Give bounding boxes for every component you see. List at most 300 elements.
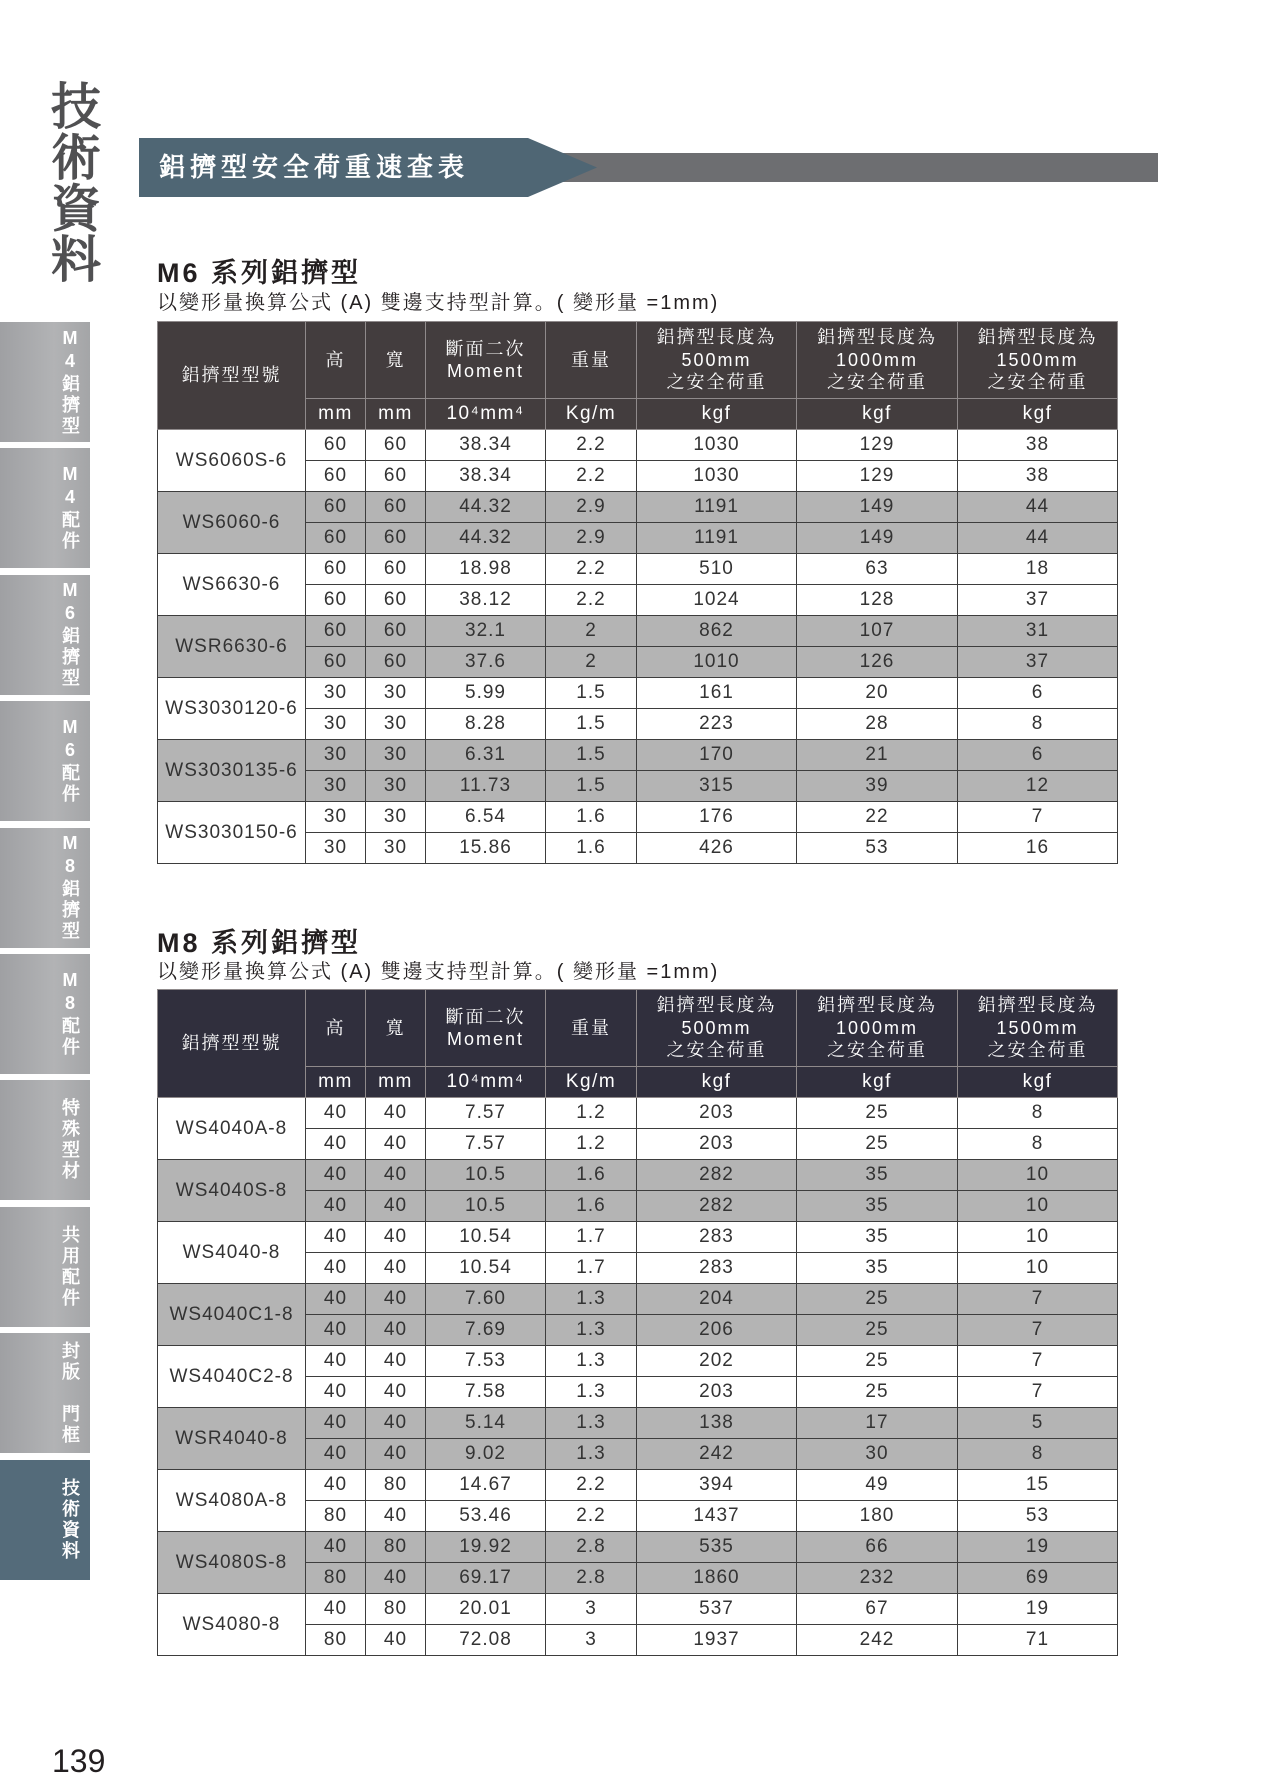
load-500-cell: 176	[637, 802, 797, 833]
load-500-cell: 510	[637, 554, 797, 585]
load-1500-cell: 6	[958, 678, 1118, 709]
height-cell: 40	[306, 1160, 366, 1191]
height-cell: 40	[306, 1098, 366, 1129]
load-1000-cell: 25	[797, 1346, 958, 1377]
profile-group	[158, 1222, 1118, 1284]
moment-cell: 11.73	[426, 771, 546, 802]
load-1000-cell: 128	[797, 585, 958, 616]
header-length-prefix: 鋁擠型長度為	[817, 327, 937, 348]
height-cell: 40	[306, 1439, 366, 1470]
model-cell: WSR4040-8	[158, 1408, 306, 1470]
load-1000-cell: 39	[797, 771, 958, 802]
profile-group	[158, 802, 1118, 864]
header-moment-line2: Moment	[446, 361, 525, 381]
sidebar-item-panels-door-frames[interactable]	[0, 1333, 90, 1453]
sidebar-index-tabs	[0, 322, 90, 1586]
moment-cell: 6.31	[426, 740, 546, 771]
moment-cell: 5.99	[426, 678, 546, 709]
load-1000-cell: 49	[797, 1470, 958, 1501]
load-1000-cell: 107	[797, 616, 958, 647]
width-cell: 80	[366, 1470, 426, 1501]
load-500-cell: 394	[637, 1470, 797, 1501]
page-number: 139	[52, 1743, 106, 1779]
sidebar-item-technical-data[interactable]	[0, 1460, 90, 1580]
height-cell: 30	[306, 740, 366, 771]
load-1500-cell: 71	[958, 1625, 1118, 1656]
load-1000-cell: 35	[797, 1191, 958, 1222]
m8-load-table	[157, 989, 1118, 1656]
width-cell: 40	[366, 1191, 426, 1222]
weight-cell: 1.7	[546, 1222, 637, 1253]
weight-cell: 1.5	[546, 709, 637, 740]
model-cell: WS4040C1-8	[158, 1284, 306, 1346]
load-500-cell: 282	[637, 1191, 797, 1222]
height-cell: 30	[306, 771, 366, 802]
load-1500-cell: 7	[958, 1346, 1118, 1377]
load-1500-cell: 5	[958, 1408, 1118, 1439]
model-cell: WS3030150-6	[158, 802, 306, 864]
header-length-value: 1000mm	[835, 1017, 919, 1038]
load-500-cell: 426	[637, 833, 797, 864]
width-cell: 40	[366, 1346, 426, 1377]
moment-cell: 38.34	[426, 461, 546, 492]
unit-load-500: kgf	[637, 1067, 797, 1098]
model-cell: WS3030135-6	[158, 740, 306, 802]
weight-cell: 3	[546, 1594, 637, 1625]
header-moment	[426, 322, 546, 399]
header-length-prefix: 鋁擠型長度為	[656, 995, 777, 1016]
header-length-value: 500mm	[681, 1017, 752, 1038]
section-title: M6 系列鋁擠型	[157, 258, 362, 288]
sidebar-item-label: 共用配件	[60, 1224, 80, 1309]
section-title: M8 系列鋁擠型	[157, 928, 362, 958]
vertical-section-title: 技術資料	[44, 80, 100, 284]
model-cell: WSR6630-6	[158, 616, 306, 678]
width-cell: 60	[366, 554, 426, 585]
load-1000-cell: 63	[797, 554, 958, 585]
load-1500-cell: 44	[958, 523, 1118, 554]
width-cell: 40	[366, 1129, 426, 1160]
height-cell: 80	[306, 1625, 366, 1656]
height-cell: 40	[306, 1408, 366, 1439]
weight-cell: 1.3	[546, 1284, 637, 1315]
unit-width: mm	[366, 399, 426, 430]
load-1000-cell: 20	[797, 678, 958, 709]
load-1500-cell: 38	[958, 430, 1118, 461]
height-cell: 40	[306, 1315, 366, 1346]
load-1500-cell: 15	[958, 1470, 1118, 1501]
height-cell: 40	[306, 1129, 366, 1160]
sidebar-item-m6-accessories[interactable]	[0, 701, 90, 821]
header-moment-line1: 斷面二次	[445, 338, 526, 359]
weight-cell: 2.2	[546, 585, 637, 616]
moment-cell: 10.5	[426, 1191, 546, 1222]
weight-cell: 2.2	[546, 1470, 637, 1501]
load-500-cell: 1860	[637, 1563, 797, 1594]
load-1000-cell: 25	[797, 1129, 958, 1160]
width-cell: 40	[366, 1501, 426, 1532]
table-row	[158, 1284, 1118, 1315]
profile-group	[158, 1532, 1118, 1594]
load-1500-cell: 12	[958, 771, 1118, 802]
weight-cell: 3	[546, 1625, 637, 1656]
weight-cell: 1.2	[546, 1129, 637, 1160]
sidebar-item-m8-profiles[interactable]	[0, 828, 90, 948]
table-row	[158, 1532, 1118, 1563]
header-length-value: 1000mm	[835, 349, 919, 370]
header-load-500	[637, 990, 797, 1067]
table-row	[158, 554, 1118, 585]
height-cell: 30	[306, 709, 366, 740]
section-subtitle: 以變形量換算公式 (A) 雙邊支持型計算。( 變形量 =1mm)	[157, 961, 720, 983]
sidebar-item-special-profiles[interactable]	[0, 1080, 90, 1200]
load-500-cell: 537	[637, 1594, 797, 1625]
weight-cell: 1.5	[546, 771, 637, 802]
load-500-cell: 1024	[637, 585, 797, 616]
width-cell: 80	[366, 1532, 426, 1563]
height-cell: 40	[306, 1253, 366, 1284]
table-header-row	[158, 990, 1118, 1067]
profile-group	[158, 430, 1118, 492]
moment-cell: 7.57	[426, 1129, 546, 1160]
sidebar-item-label: M8配件	[60, 969, 80, 1058]
table-row	[158, 492, 1118, 523]
header-length-prefix: 鋁擠型長度為	[977, 995, 1098, 1016]
unit-height: mm	[306, 1067, 366, 1098]
width-cell: 60	[366, 585, 426, 616]
header-length-suffix: 之安全荷重	[987, 372, 1088, 393]
height-cell: 80	[306, 1501, 366, 1532]
load-1500-cell: 8	[958, 1439, 1118, 1470]
load-1000-cell: 126	[797, 647, 958, 678]
width-cell: 40	[366, 1098, 426, 1129]
height-cell: 60	[306, 430, 366, 461]
header-height: 高	[306, 322, 366, 399]
weight-cell: 1.6	[546, 1191, 637, 1222]
moment-cell: 10.5	[426, 1160, 546, 1191]
load-500-cell: 202	[637, 1346, 797, 1377]
load-1000-cell: 25	[797, 1377, 958, 1408]
weight-cell: 1.3	[546, 1408, 637, 1439]
header-load-1000	[797, 322, 958, 399]
load-500-cell: 283	[637, 1253, 797, 1284]
table-row	[158, 1470, 1118, 1501]
profile-group	[158, 1346, 1118, 1408]
weight-cell: 2.9	[546, 492, 637, 523]
model-cell: WS4040-8	[158, 1222, 306, 1284]
load-1000-cell: 25	[797, 1284, 958, 1315]
banner-title: 鋁擠型安全荷重速查表	[159, 152, 470, 182]
header-length-suffix: 之安全荷重	[827, 372, 927, 393]
height-cell: 60	[306, 585, 366, 616]
moment-cell: 72.08	[426, 1625, 546, 1656]
table-row	[158, 1160, 1118, 1191]
sidebar-item-label: 封版 門框	[60, 1340, 80, 1446]
profile-group	[158, 1408, 1118, 1470]
load-500-cell: 1937	[637, 1625, 797, 1656]
model-cell: WS4040C2-8	[158, 1346, 306, 1408]
moment-cell: 5.14	[426, 1408, 546, 1439]
moment-cell: 10.54	[426, 1253, 546, 1284]
moment-cell: 7.53	[426, 1346, 546, 1377]
moment-cell: 8.28	[426, 709, 546, 740]
load-500-cell: 862	[637, 616, 797, 647]
sidebar-item-common-accessories[interactable]	[0, 1207, 90, 1327]
load-1000-cell: 53	[797, 833, 958, 864]
load-500-cell: 282	[637, 1160, 797, 1191]
height-cell: 40	[306, 1470, 366, 1501]
load-500-cell: 1030	[637, 430, 797, 461]
sidebar-item-label: 技術資料	[60, 1477, 80, 1562]
table-row	[158, 678, 1118, 709]
weight-cell: 2.2	[546, 461, 637, 492]
header-weight: 重量	[546, 322, 637, 399]
header-length-suffix: 之安全荷重	[666, 372, 767, 393]
moment-cell: 69.17	[426, 1563, 546, 1594]
model-cell: WS4080S-8	[158, 1532, 306, 1594]
header-length-value: 1500mm	[996, 1017, 1079, 1038]
profile-group	[158, 616, 1118, 678]
weight-cell: 2	[546, 616, 637, 647]
width-cell: 40	[366, 1222, 426, 1253]
height-cell: 80	[306, 1563, 366, 1594]
load-1500-cell: 7	[958, 1315, 1118, 1346]
header-length-suffix: 之安全荷重	[666, 1040, 767, 1061]
moment-cell: 9.02	[426, 1439, 546, 1470]
weight-cell: 1.6	[546, 802, 637, 833]
weight-cell: 2.8	[546, 1563, 637, 1594]
weight-cell: 2.9	[546, 523, 637, 554]
header-model: 鋁擠型型號	[158, 322, 306, 430]
profile-group	[158, 1594, 1118, 1656]
moment-cell: 44.32	[426, 523, 546, 554]
height-cell: 40	[306, 1346, 366, 1377]
model-cell: WS4080A-8	[158, 1470, 306, 1532]
sidebar-item-m8-accessories[interactable]	[0, 954, 90, 1074]
header-moment	[426, 990, 546, 1067]
weight-cell: 2.2	[546, 554, 637, 585]
sidebar-item-m4-profiles[interactable]	[0, 322, 90, 442]
header-length-value: 500mm	[681, 349, 752, 370]
load-1000-cell: 149	[797, 492, 958, 523]
table-row	[158, 616, 1118, 647]
header-moment-line1: 斷面二次	[445, 1006, 526, 1027]
moment-cell: 53.46	[426, 1501, 546, 1532]
load-1500-cell: 44	[958, 492, 1118, 523]
unit-weight: Kg/m	[546, 1067, 637, 1098]
moment-cell: 15.86	[426, 833, 546, 864]
header-moment-line2: Moment	[446, 1029, 525, 1049]
model-cell: WS6630-6	[158, 554, 306, 616]
table-row	[158, 1222, 1118, 1253]
load-1000-cell: 28	[797, 709, 958, 740]
width-cell: 40	[366, 1160, 426, 1191]
weight-cell: 1.3	[546, 1315, 637, 1346]
load-1500-cell: 10	[958, 1160, 1118, 1191]
load-1000-cell: 149	[797, 523, 958, 554]
width-cell: 40	[366, 1625, 426, 1656]
load-500-cell: 203	[637, 1377, 797, 1408]
moment-cell: 14.67	[426, 1470, 546, 1501]
height-cell: 60	[306, 523, 366, 554]
moment-cell: 38.34	[426, 430, 546, 461]
profile-group	[158, 740, 1118, 802]
width-cell: 40	[366, 1315, 426, 1346]
moment-cell: 10.54	[426, 1222, 546, 1253]
load-1000-cell: 129	[797, 461, 958, 492]
header-load-1000	[797, 990, 958, 1067]
unit-height: mm	[306, 399, 366, 430]
sidebar-item-label: 特殊型材	[60, 1098, 80, 1183]
height-cell: 40	[306, 1377, 366, 1408]
load-1500-cell: 10	[958, 1191, 1118, 1222]
table-header-row	[158, 322, 1118, 399]
weight-cell: 1.5	[546, 678, 637, 709]
height-cell: 60	[306, 461, 366, 492]
height-cell: 30	[306, 678, 366, 709]
load-1500-cell: 6	[958, 740, 1118, 771]
load-500-cell: 315	[637, 771, 797, 802]
unit-load-1500: kgf	[958, 1067, 1118, 1098]
load-1500-cell: 10	[958, 1222, 1118, 1253]
load-500-cell: 206	[637, 1315, 797, 1346]
load-500-cell: 283	[637, 1222, 797, 1253]
header-length-value: 1500mm	[996, 349, 1079, 370]
load-1500-cell: 19	[958, 1594, 1118, 1625]
load-500-cell: 161	[637, 678, 797, 709]
model-cell: WS6060-6	[158, 492, 306, 554]
weight-cell: 1.5	[546, 740, 637, 771]
header-width: 寬	[366, 990, 426, 1067]
load-1000-cell: 22	[797, 802, 958, 833]
load-1500-cell: 7	[958, 1377, 1118, 1408]
weight-cell: 1.2	[546, 1098, 637, 1129]
height-cell: 40	[306, 1594, 366, 1625]
weight-cell: 1.3	[546, 1377, 637, 1408]
load-500-cell: 138	[637, 1408, 797, 1439]
load-1000-cell: 242	[797, 1625, 958, 1656]
sidebar-item-label: M4配件	[60, 464, 80, 553]
load-1000-cell: 35	[797, 1253, 958, 1284]
load-1500-cell: 8	[958, 709, 1118, 740]
load-500-cell: 223	[637, 709, 797, 740]
load-1500-cell: 8	[958, 1098, 1118, 1129]
load-500-cell: 170	[637, 740, 797, 771]
header-weight: 重量	[546, 990, 637, 1067]
load-1000-cell: 66	[797, 1532, 958, 1563]
width-cell: 30	[366, 740, 426, 771]
unit-moment: 10⁴mm⁴	[426, 1067, 546, 1098]
load-1500-cell: 7	[958, 802, 1118, 833]
sidebar-item-label: M8鋁擠型	[60, 833, 80, 943]
sidebar-item-m6-profiles[interactable]	[0, 575, 90, 695]
unit-load-1000: kgf	[797, 1067, 958, 1098]
profile-group	[158, 554, 1118, 616]
header-load-500	[637, 322, 797, 399]
moment-cell: 19.92	[426, 1532, 546, 1563]
width-cell: 60	[366, 430, 426, 461]
width-cell: 40	[366, 1284, 426, 1315]
load-1000-cell: 67	[797, 1594, 958, 1625]
height-cell: 30	[306, 833, 366, 864]
model-cell: WS4040S-8	[158, 1160, 306, 1222]
width-cell: 60	[366, 647, 426, 678]
height-cell: 40	[306, 1191, 366, 1222]
header-length-suffix: 之安全荷重	[827, 1040, 927, 1061]
load-500-cell: 1191	[637, 523, 797, 554]
moment-cell: 7.69	[426, 1315, 546, 1346]
weight-cell: 2.2	[546, 1501, 637, 1532]
m6-load-table	[157, 321, 1118, 864]
load-500-cell: 242	[637, 1439, 797, 1470]
header-length-suffix: 之安全荷重	[987, 1040, 1088, 1061]
load-1000-cell: 25	[797, 1098, 958, 1129]
unit-load-1000: kgf	[797, 399, 958, 430]
load-1000-cell: 180	[797, 1501, 958, 1532]
weight-cell: 2.2	[546, 430, 637, 461]
profile-group	[158, 678, 1118, 740]
load-1500-cell: 53	[958, 1501, 1118, 1532]
load-500-cell: 204	[637, 1284, 797, 1315]
width-cell: 30	[366, 709, 426, 740]
moment-cell: 37.6	[426, 647, 546, 678]
model-cell: WS4080-8	[158, 1594, 306, 1656]
width-cell: 40	[366, 1563, 426, 1594]
weight-cell: 1.6	[546, 833, 637, 864]
model-cell: WS6060S-6	[158, 430, 306, 492]
height-cell: 60	[306, 647, 366, 678]
width-cell: 30	[366, 802, 426, 833]
load-500-cell: 1437	[637, 1501, 797, 1532]
width-cell: 40	[366, 1377, 426, 1408]
load-500-cell: 1191	[637, 492, 797, 523]
moment-cell: 20.01	[426, 1594, 546, 1625]
height-cell: 40	[306, 1284, 366, 1315]
moment-cell: 44.32	[426, 492, 546, 523]
moment-cell: 7.60	[426, 1284, 546, 1315]
model-cell: WS3030120-6	[158, 678, 306, 740]
table-header	[158, 322, 1118, 430]
sidebar-item-m4-accessories[interactable]	[0, 448, 90, 568]
load-500-cell: 203	[637, 1098, 797, 1129]
moment-cell: 38.12	[426, 585, 546, 616]
width-cell: 40	[366, 1408, 426, 1439]
sidebar-item-label: M6鋁擠型	[60, 580, 80, 690]
profile-group	[158, 1470, 1118, 1532]
table-row	[158, 1098, 1118, 1129]
load-500-cell: 1030	[637, 461, 797, 492]
load-500-cell: 203	[637, 1129, 797, 1160]
load-500-cell: 1010	[637, 647, 797, 678]
height-cell: 60	[306, 554, 366, 585]
header-height: 高	[306, 990, 366, 1067]
width-cell: 60	[366, 523, 426, 554]
weight-cell: 2	[546, 647, 637, 678]
load-1000-cell: 17	[797, 1408, 958, 1439]
moment-cell: 7.58	[426, 1377, 546, 1408]
sidebar-item-label: M4鋁擠型	[60, 327, 80, 437]
unit-moment: 10⁴mm⁴	[426, 399, 546, 430]
width-cell: 40	[366, 1439, 426, 1470]
profile-group	[158, 492, 1118, 554]
load-1500-cell: 8	[958, 1129, 1118, 1160]
header-load-1500	[958, 990, 1118, 1067]
load-1000-cell: 21	[797, 740, 958, 771]
weight-cell: 1.7	[546, 1253, 637, 1284]
height-cell: 30	[306, 802, 366, 833]
profile-group	[158, 1160, 1118, 1222]
load-500-cell: 535	[637, 1532, 797, 1563]
